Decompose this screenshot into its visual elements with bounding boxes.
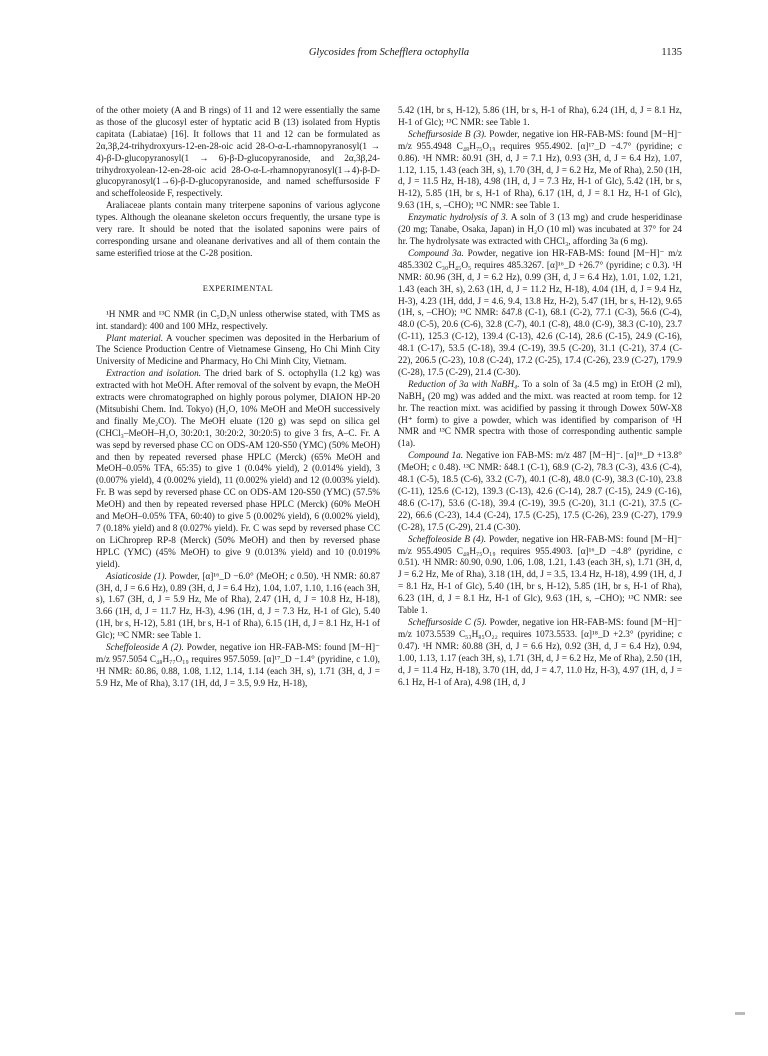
paragraph-compound-3a — [398, 249, 682, 380]
run-in-heading: Reduction of 3a with NaBH₄. — [408, 379, 520, 390]
running-title: Glycosides from Schefflera octophylla — [308, 47, 470, 58]
paragraph-enzymatic-hydrolysis — [398, 213, 682, 249]
section-heading-experimental: EXPERIMENTAL — [202, 282, 274, 293]
paragraph-body: Powder, negative ion HR-FAB-MS: found [M−H]⁻ m/z 1073.5539 C₅₃H₈₅O₂₂ requires 1073.5533. [α]¹⁸_D +2.3° (pyridine; c 0.47). ¹H NMR: δ0.88 (3H, d, J = 6.6 Hz), 0.92 (3H, d, J = 6.4 Hz), 0.94, 1.00, 1.13, 1.17 (each 3H, s), 1.71 (3H, d, J = 6.2 Hz, Me of Rha), 2.50 (1H, d, J = 11.4 Hz, H-18), 3.70 (1H, dd, J = 4.7, 11.0 Hz, H-3), 4.97 (1H, d, J = 6.1 Hz, H-1 of Ara), 4.98 (1H, d, J — [398, 617, 683, 688]
paragraph-body: To a soln of 3a (4.5 mg) in EtOH (2 ml), NaBH₄ (20 mg) was added and the mixt. was reacted at room temp. for 12 hr. The reaction mixt. was acidified by passing it through Dowex 50W-X8 (H⁺ form) to give a powder, which was identified by comparison of ¹H NMR and ¹³C NMR spectra with those of corresponding authentic sample (1a). — [398, 379, 682, 450]
run-in-heading: Extraction and isolation. — [106, 369, 202, 380]
paragraph-body: A voucher specimen was deposited in the Herbarium of The Science Production Centre of Vietnamese Ginseng, Ho Chi Minh City University of Medicine and Pharmacy, Ho Chi Minh City, Vietnam. — [96, 333, 380, 368]
paragraph-continuation: of the other moiety (A and B rings) of 11 and 12 were essentially the same as those of the glucosyl ester of hyptatic acid B (13) isolated from Hyptis capitata (Labiatae) [16]. It follows that 11 and 12 can be formulated as 2α,3β,24-trihydroxyurs-12-en-28-oic acid 28-O-α-L-rhamnopyranosyl(1 → 4)-β-D-glucopyranosyl(1 → 6)-β-D-glucopyranoside, and 2α,3β,24-trihydroxyolean-12-en-28-oic acid 28-O-α-L-rhamnopyranosyl(1→4)-β-D-glucopyranosyl(1→6)-β-D-glucopyranoside, and named scheffursoside F and scheffoleoside F, respectively. — [96, 106, 380, 200]
paragraph-compound-1a — [398, 451, 682, 534]
run-in-heading: Compound 1a. — [408, 451, 464, 462]
paragraph-body: The dried bark of S. octophylla (1.2 kg) was extracted with hot MeOH. After removal of the solvent by evapn, the MeOH extracts were chromatographed on highly porous polymer, DIAION HP-20 (Mitsubishi Chem. Ind. Tokyo) (H₂O, 10% MeOH and MeOH successively and finally Me₂CO). The MeOH eluate (120 g) was sepd on silica gel (CHCl₃–MeOH–H₂O, 30:20:1, 30:20:2, 30:20:5) to give 3 frs, A–C. Fr. A was sepd by reversed phase CC on ODS-AM 120-S50 (YMC) (50% MeOH) and then by repeated reversed phase HPLC (Merck) (65% MeOH and MeOH–0.05% TFA, 65:35) to give 1 (0.04% yield), 2 (0.014% yield), 3 (0.007% yield), 4 (0.002% yield), 11 (0.002% yield) and 12 (0.003% yield). Fr. B was sepd by reversed phase CC on ODS-AM 120-S50 (YMC) (57.5% MeOH) and then by repeated reversed phase HPLC (Merck) (60% MeOH and MeOH–0.05% TFA, 60:40) to give 5 (0.002% yield), 6 (0.002% yield), 7 (0.18% yield) and 8 (0.027% yield). Fr. C was sepd by reversed phase CC on LiChroprep RP-8 (Merck) (50% MeOH) and then by reversed phase HPLC (YMC) (45% MeOH) to give 9 (0.013% yield) and 10 (0.019% yield). — [96, 369, 380, 570]
paragraph-body: Powder, negative ion HR-FAB-MS: found [M−H]⁻ m/z 955.4948 C₄₈H₇₅O₁₉ requires 955.4902. [α]¹⁷_D −4.7° (pyridine; c 0.86). ¹H NMR: δ0.91 (3H, d, J = 7.1 Hz), 0.93 (3H, d, J = 6.4 Hz), 1.07, 1.12, 1.15, 1.43 (each 3H, s), 1.70 (3H, d, J = 6.2 Hz, Me of Rha), 2.50 (1H, d, J = 11.5 Hz, H-18), 4.98 (1H, d, J = 7.3 Hz, H-1 of Glc), 5.42 (1H, br s, H-12), 5.85 (1H, br s, H-1 of Rha), 6.17 (1H, d, J = 8.1 Hz, H-1 of Glc), 9.63 (1H, s, –CHO); ¹³C NMR: see Table 1. — [398, 129, 682, 212]
paragraph-nmr-conditions: ¹H NMR and ¹³C NMR (in C₅D₅N unless otherwise stated, with TMS as int. standard): 400 and 100 MHz, respectively. — [96, 309, 380, 332]
paragraph-body: Negative ion FAB-MS: m/z 487 [M−H]⁻. [α]¹⁶_D +13.8° (MeOH; c 0.48). ¹³C NMR: δ48.1 (C-1), 68.9 (C-2), 78.3 (C-3), 43.6 (C-4), 48.1 (C-5), 18.5 (C-6), 33.2 (C-7), 40.1 (C-8), 48.0 (C-9), 38.3 (C-10), 23.8 (C-11), 125.6 (C-12), 139.3 (C-13), 42.6 (C-14), 28.7 (C-15), 24.9 (C-16), 48.6 (C-17), 53.6 (C-18), 39.4 (C-19), 39.5 (C-20), 31.1 (C-21), 37.5 (C-22), 66.6 (C-23), 14.4 (C-24), 17.5 (C-25), 17.5 (C-26), 23.9 (C-27), 179.9 (C-28), 17.5 (C-29), 21.4 (C-30). — [398, 451, 682, 533]
run-in-heading: Plant material. — [106, 333, 164, 344]
paragraph-body: Powder, [α]¹⁶_D −6.0° (MeOH; c 0.50). ¹H NMR: δ0.87 (3H, d, J = 6.6 Hz), 0.89 (3H, d, J = 6.4 Hz), 1.04, 1.07, 1.10, 1.16 (each 3H, s), 1.67 (3H, d, J = 5.9 Hz, Me of Rha), 2.47 (1H, d, J = 10.8 Hz, H-18), 3.66 (1H, d, J = 11.7 Hz, H-3), 4.96 (1H, d, J = 7.3 Hz, H-1 of Glc), 5.40 (1H, br s, H-12), 5.81 (1H, br s, H-1 of Rha), 6.15 (1H, d, J = 8.1 Hz, H-1 of Glc); ¹³C NMR: see Table 1. — [96, 571, 380, 642]
paragraph-body: Powder, negative ion HR-FAB-MS: found [M−H]⁻ m/z 957.5054 C₄₈H₇₇O₁₉ requires 957.5059. [α]¹⁷_D −1.4° (pyridine, c 1.0), ¹H NMR: δ0.86, 0.88, 1.08, 1.12, 1.14, 1.14 (each 3H, s), 1.71 (3H, d, J = 5.9 Hz, Me of Rha), 3.17 (1H, dd, J = 3.5, 9.9 Hz, H-18), — [96, 643, 381, 689]
run-in-heading: Asiaticoside (1). — [106, 571, 167, 582]
run-in-heading: Scheffoleoside B (4). — [408, 534, 487, 545]
paragraph-continuation: 5.42 (1H, br s, H-12), 5.86 (1H, br s, H-1 of Rha), 6.24 (1H, d, J = 8.1 Hz, H-1 of Glc); ¹³C NMR: see Table 1. — [398, 106, 682, 128]
run-in-heading: Enzymatic hydrolysis of 3. — [408, 213, 509, 224]
run-in-heading: Scheffursoside B (3). — [408, 129, 487, 140]
paragraph-plant-material — [96, 334, 380, 370]
run-in-heading: Compound 3a. — [408, 248, 464, 259]
scan-mark — [735, 1012, 745, 1015]
page-number: 1135 — [661, 47, 682, 58]
paragraph-body: Powder, negative ion HR-FAB-MS: found [M−H]⁻ m/z 485.3302 C₃₀H₄₅O₅ requires 485.3267. [α]¹⁶_D +26.7° (pyridine; c 0.3). ¹H NMR: δ0.96 (3H, d, J = 6.2 Hz), 0.99 (3H, d, J = 6.4 Hz), 1.01, 1.02, 1.21, 1.43 (each 3H, s), 2.63 (1H, d, J = 11.2 Hz, H-18), 4.04 (1H, d, J = 9.4 Hz, H-3), 4.23 (1H, ddd, J = 4.6, 9.4, 13.8 Hz, H-2), 5.47 (1H, br s, H-12), 9.65 (1H, s, –CHO); ¹³C NMR: δ47.8 (C-1), 68.1 (C-2), 77.1 (C-3), 56.6 (C-4), 48.0 (C-5), 20.6 (C-6), 32.8 (C-7), 40.1 (C-8), 48.0 (C-9), 38.3 (C-10), 23.7 (C-11), 125.3 (C-12), 139.4 (C-13), 42.6 (C-14), 28.6 (C-15), 24.9 (C-16), 48.1 (C-17), 53.5 (C-18), 39.4 (C-19), 39.5 (C-20), 31.1 (C-21), 37.4 (C-22), 206.5 (C-23), 10.8 (C-24), 17.2 (C-25), 17.4 (C-26), 23.9 (C-27), 179.9 (C-28), 17.5 (C-29), 21.4 (C-30). — [398, 248, 682, 378]
paragraph-extraction — [96, 369, 380, 571]
paragraph-body: Powder, negative ion HR-FAB-MS: found [M−H]⁻ m/z 955.4905 C₄₈H₇₅O₁₉ requires 955.4903. [α]¹⁶_D −4.8° (pyridine, c 0.51). ¹H NMR: δ0.90, 0.90, 1.06, 1.08, 1.21, 1.43 (each 3H, s), 1.71 (3H, d, J = 6.2 Hz, Me of Rha), 3.18 (1H, dd, J = 3.5, 13.4 Hz, H-18), 4.99 (1H, d, J = 8.1 Hz, H-1 of Glc), 5.40 (1H, br s, H-12), 5.85 (1H, br s, H-1 of Rha), 6.23 (1H, d, J = 8.1 Hz, H-1 of Glc), 9.63 (1H, s, –CHO); ¹³C NMR: see Table 1. — [398, 534, 682, 617]
paragraph-scheffursoside-c — [398, 618, 682, 689]
paragraph-reduction — [398, 380, 682, 451]
paragraph-araliaceae: Araliaceae plants contain many triterpene saponins of various aglycone types. Although the oleanane skeleton occurs frequently, the ursane type is very rare. It should be noted that the isolated saponins were pairs of corresponding ursane and oleanane derivatives and all of them contain the same esterified triose at the C-28 position. — [96, 201, 380, 259]
run-in-heading: Scheffoleoside A (2). — [106, 643, 184, 654]
run-in-heading: Scheffursoside C (5). — [408, 617, 487, 628]
paragraph-asiaticoside — [96, 572, 380, 643]
paragraph-body: A soln of 3 (13 mg) and crude hesperidinase (20 mg; Tanabe, Osaka, Japan) in H₂O (10 ml) was incubated at 37° for 24 hr. The hydrolysate was extracted with CHCl₃, affording 3a (6 mg). — [398, 213, 682, 247]
left-column — [96, 106, 380, 691]
right-column — [398, 106, 682, 689]
paragraph-scheffoleoside-a — [96, 643, 380, 691]
paragraph-scheffursoside-b — [398, 130, 682, 213]
running-header — [96, 47, 682, 63]
paragraph-scheffoleoside-b — [398, 535, 682, 618]
